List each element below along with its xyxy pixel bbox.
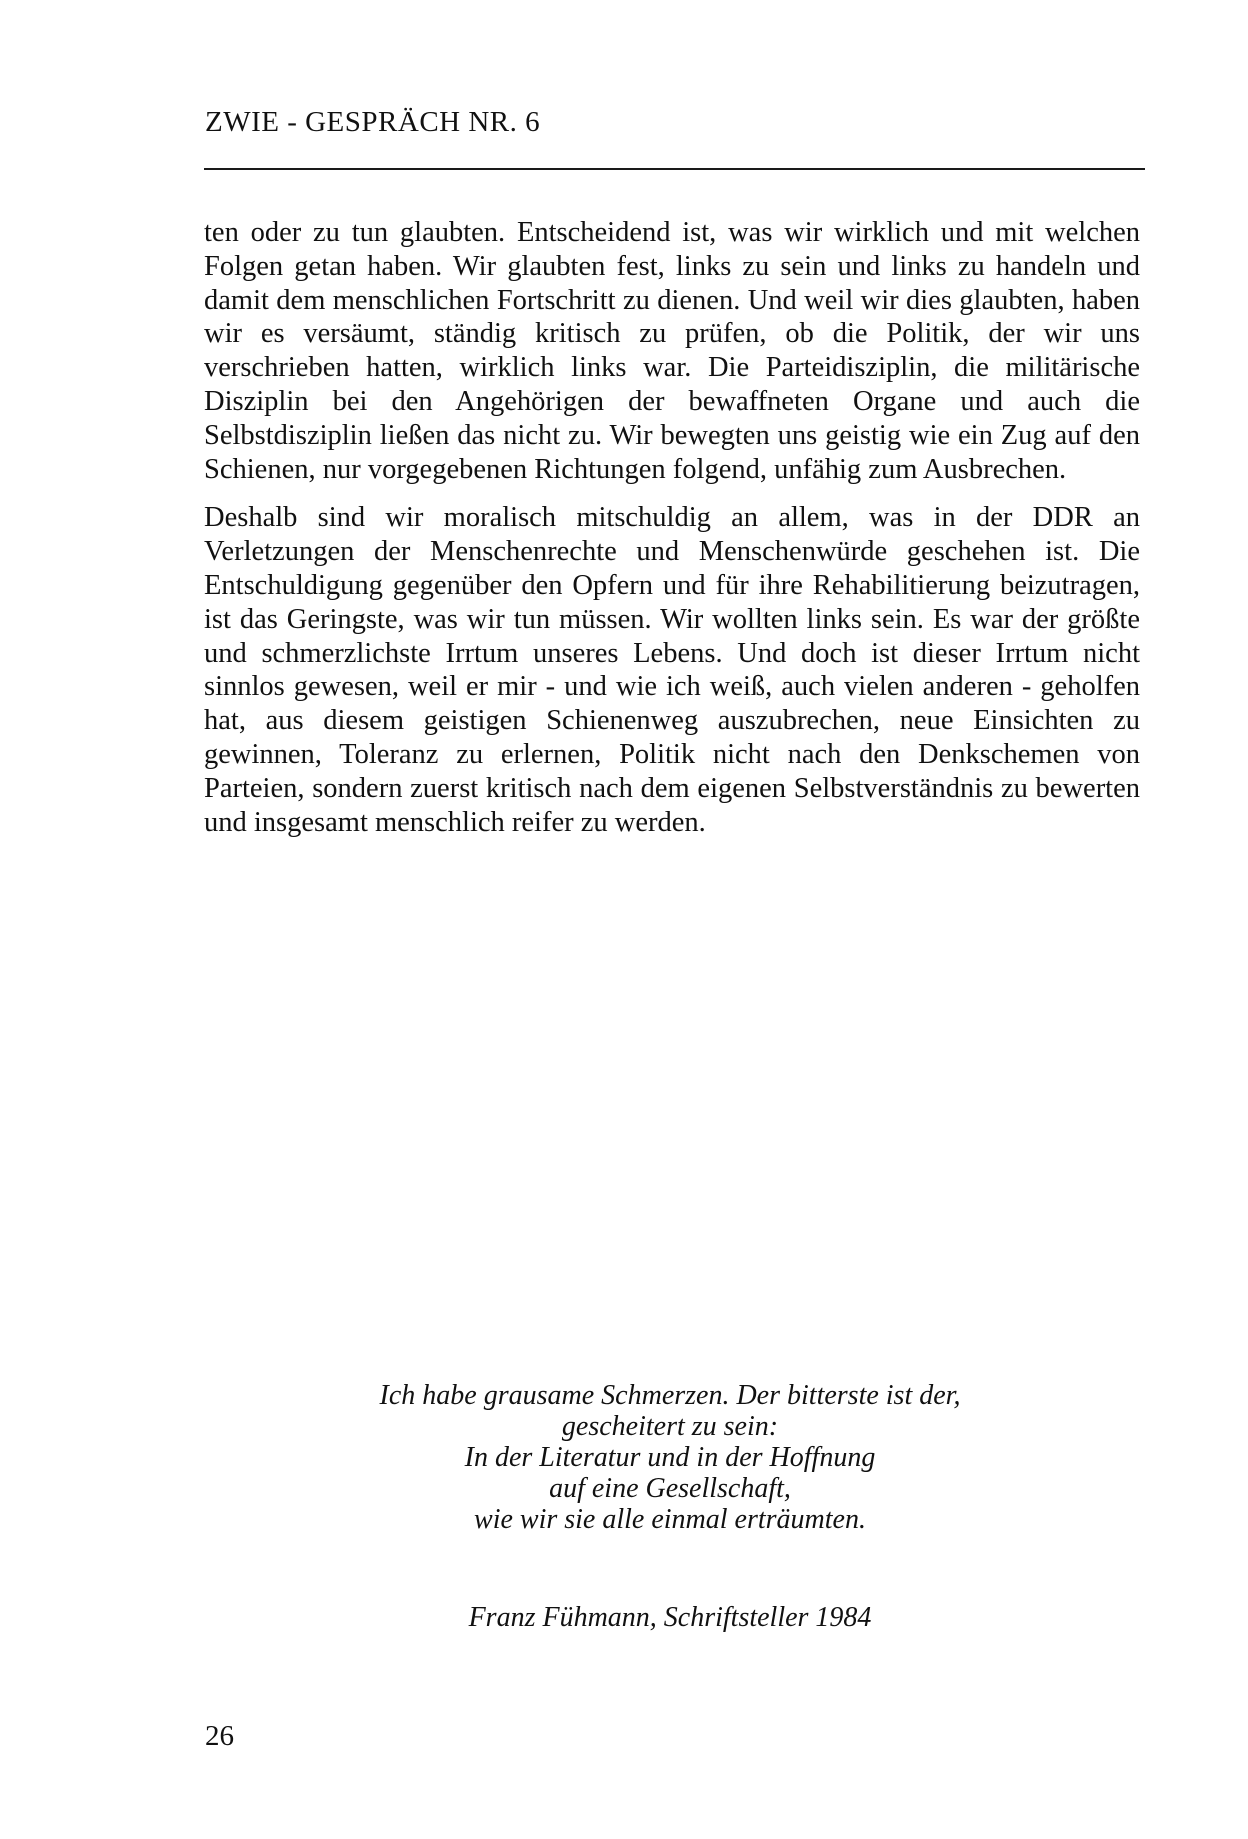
quote-line-3: In der Literatur und in der Hoffnung: [464, 1442, 876, 1473]
quote-line-5: wie wir sie alle einmal erträumten.: [474, 1504, 866, 1535]
quote-attribution: Franz Fühmann, Schriftsteller 1984: [468, 1602, 872, 1633]
body-text: [204, 216, 1140, 854]
body-paragraph-2: Deshalb sind wir moralisch mitschuldig an allem, was in der DDR an Verletzungen der Menschenrechte und Menschenwürde geschehen ist. Die Entschuldigung gegenüber den Opfern und für ihre Rehabilitierung beizutragen, ist das Geringste, was wir tun müssen. Wir wollten links sein. Es war der größte und schmerzlichste Irrtum unseres Lebens. Und doch ist dieser Irrtum nicht sinnlos gewesen, weil er mir - und wie ich weiß, auch vielen anderen - geholfen hat, aus diesem geistigen Schienenweg auszubrechen, neue Einsichten zu gewinnen, Toleranz zu erlernen, Politik nicht nach den Denkschemen von Parteien, sondern zuerst kritisch nach dem eigenen Selbstverständnis zu bewerten und insgesamt menschlich reifer zu werden.: [204, 502, 1140, 838]
header-rule: [204, 168, 1145, 170]
body-paragraph-1: ten oder zu tun glaubten. Entscheidend ist, was wir wirklich und mit welchen Folgen getan haben. Wir glaubten fest, links zu sein und links zu handeln und damit dem menschlichen Fortschritt zu dienen. Und weil wir dies glaubten, haben wir es versäumt, ständig kritisch zu prüfen, ob die Politik, der wir uns verschrieben hatten, wirklich links war. Die Parteidisziplin, die militärische Disziplin bei den Angehörigen der bewaffneten Organe und auch die Selbstdisziplin ließen das nicht zu. Wir bewegten uns geistig wie ein Zug auf den Schienen, nur vorgegebenen Richtungen folgend, unfähig zum Ausbrechen.: [204, 217, 1140, 485]
running-header-title: ZWIE - GESPRÄCH NR. 6: [205, 106, 541, 138]
quote-line-4: auf eine Gesellschaft,: [549, 1473, 791, 1504]
epigraph-quote: [330, 1380, 1010, 1535]
page-number: 26: [205, 1720, 234, 1752]
quote-line-2: gescheitert zu sein:: [561, 1411, 779, 1442]
quote-line-1: Ich habe grausame Schmerzen. Der bitterste ist der,: [379, 1380, 961, 1411]
